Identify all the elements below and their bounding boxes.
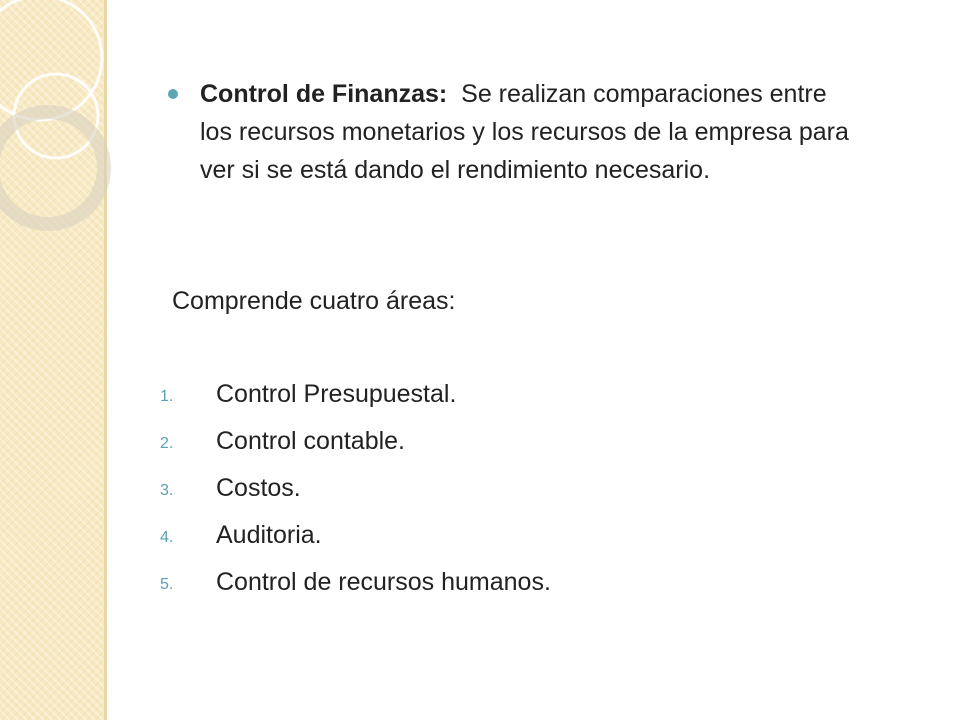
bullet-title: Control de Finanzas:	[200, 80, 448, 108]
list-label: Auditoria.	[216, 521, 322, 549]
list-number: 4.	[160, 529, 174, 546]
list-number: 5.	[160, 576, 174, 593]
list-label: Control Presupuestal.	[216, 380, 457, 408]
list-item	[160, 563, 860, 601]
list-item	[160, 469, 860, 507]
list-label: Control contable.	[216, 427, 406, 455]
bullet-paragraph	[200, 75, 860, 189]
bullet-body: Se realizan comparaciones entre los recursos monetarios y los recursos de la empresa para ver si se está dando el rendimiento necesario.	[200, 80, 849, 184]
bullet-dot-icon	[168, 89, 178, 99]
list-number: 3.	[160, 482, 174, 499]
list-item	[160, 375, 860, 413]
list-label: Costos.	[216, 474, 301, 502]
areas-intro: Comprende cuatro áreas:	[172, 287, 456, 315]
list-number: 1.	[160, 388, 174, 405]
list-number: 2.	[160, 435, 174, 452]
list-label: Control de recursos humanos.	[216, 568, 551, 596]
list-item	[160, 516, 860, 554]
list-item	[160, 422, 860, 460]
